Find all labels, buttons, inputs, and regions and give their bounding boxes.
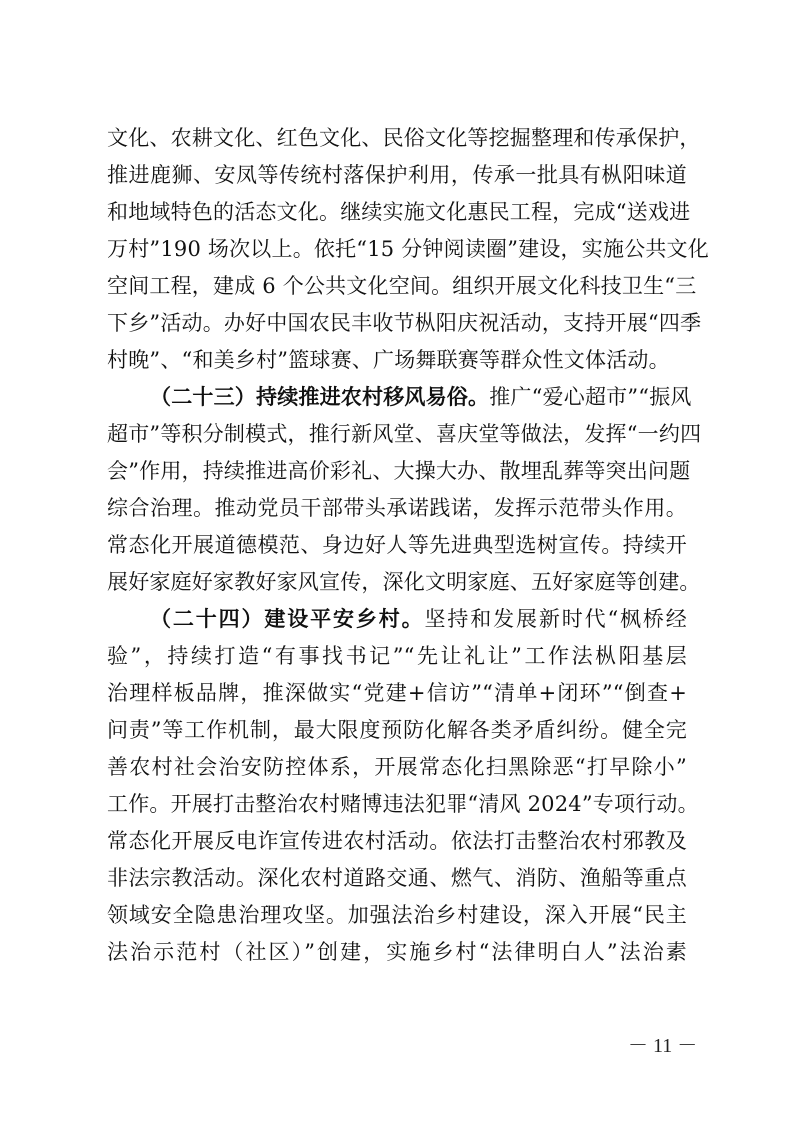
body-text <box>107 120 709 971</box>
text-line: 非法宗教活动。深化农村道路交通、燃气、消防、渔船等重点 <box>107 866 687 890</box>
text-line: 善农村社会治安防控体系，开展常态化扫黑除恶“打早除小” <box>107 755 687 779</box>
section-heading: （二十三）持续推进农村移风易俗。 <box>150 385 490 409</box>
text-line: 下乡”活动。办好中国农民丰收节枞阳庆祝活动，支持开展“四季 <box>107 311 702 335</box>
text-line: 工作。开展打击整治农村赌博违法犯罪“清风 2024”专项行动。 <box>107 792 699 816</box>
section-heading: （二十四）建设平安乡村。 <box>150 607 425 631</box>
text-line: 法治示范村（社区）”创建，实施乡村“法律明白人”法治素 <box>107 940 687 964</box>
text-line: 综合治理。推动党员干部带头承诺践诺，发挥示范带头作用。 <box>107 496 687 520</box>
text-line: 问责”等工作机制，最大限度预防化解各类矛盾纠纷。健全完 <box>107 718 687 742</box>
text-line: 推进鹿狮、安凤等传统村落保护利用，传承一批具有枞阳味道 <box>107 163 687 187</box>
text-line: 治理样板品牌，推深做实“党建+信访”“清单+闭环”“倒查+ <box>107 681 687 705</box>
text-line: 超市”等积分制模式，推行新风堂、喜庆堂等做法，发挥“一约四 <box>107 422 702 446</box>
text-line: 验”，持续打造“有事找书记”“先让礼让”工作法枞阳基层 <box>107 644 687 668</box>
text-line: 领域安全隐患治理攻坚。加强法治乡村建设，深入开展“民主 <box>107 903 687 927</box>
page-number: － 11 － <box>628 1035 698 1057</box>
text-line: 万村”190 场次以上。依托“15 分钟阅读圈”建设，实施公共文化 <box>107 237 709 261</box>
text-line: 常态化开展道德模范、身边好人等先进典型选树宣传。持续开 <box>107 533 687 557</box>
text-run: 坚持和发展新时代“枫桥经 <box>424 607 687 631</box>
paragraph-first-line <box>107 379 692 416</box>
text-line: 会”作用，持续推进高价彩礼、大操大办、散埋乱葬等突出问题 <box>107 459 691 483</box>
text-line: 展好家庭好家教好家风宣传，深化文明家庭、五好家庭等创建。 <box>107 570 701 594</box>
text-line: 和地域特色的活态文化。继续实施文化惠民工程，完成“送戏进 <box>107 200 691 224</box>
text-line: 文化、农耕文化、红色文化、民俗文化等挖掘整理和传承保护， <box>107 126 701 150</box>
paragraph-first-line <box>107 601 687 638</box>
text-line: 常态化开展反电诈宣传进农村活动。依法打击整治农村邪教及 <box>107 829 687 853</box>
text-line: 村晚”、“和美乡村”篮球赛、广场舞联赛等群众性文体活动。 <box>107 348 670 372</box>
text-line: 空间工程，建成 6 个公共文化空间。组织开展文化科技卫生“三 <box>107 274 697 298</box>
text-run: 推广“爱心超市”“振风 <box>489 385 692 409</box>
